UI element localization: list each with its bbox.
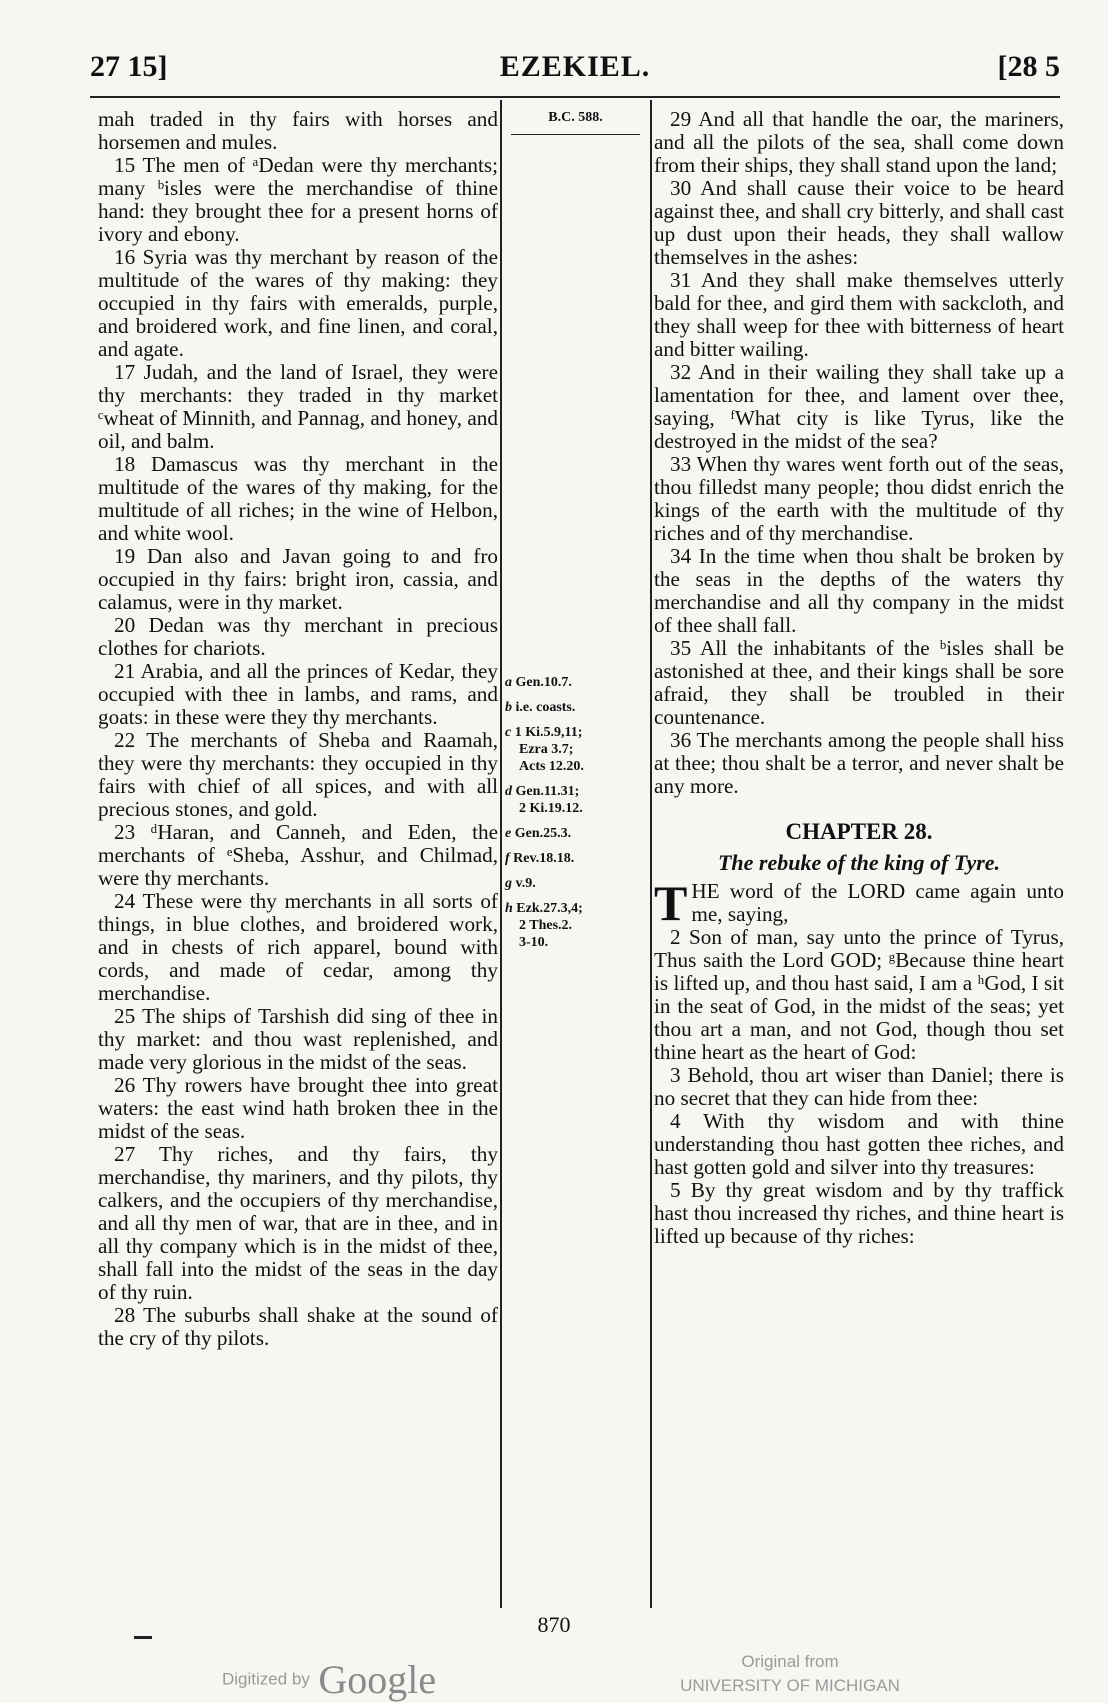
chapter-heading: CHAPTER 28. [785, 819, 933, 844]
verse: 34 In the time when thou shalt be broken by the seas in the depths of the waters thy merchandise and all thy company in the midst of thee shall fall. [654, 544, 1064, 637]
ref-mark: h [505, 901, 513, 916]
ref-mark: d [505, 784, 512, 799]
ref-line: i.e. coasts. [515, 700, 576, 715]
verse: 26 Thy rowers have brought thee into great waters: the east wind hath broken thee in the midst of the seas. [98, 1073, 498, 1143]
verse: 16 Syria was thy merchant by reason of the multitude of the wares of thy making: they occupied in thy fairs with emeralds, purple, and broidered work, and fine linen, and coral, and agate. [98, 245, 498, 361]
ref-line: Gen.11.31; [515, 784, 580, 799]
ref-line: 3-10. [519, 935, 549, 950]
drop-cap: T [654, 875, 688, 931]
verse: 29 And all that handle the oar, the mariners, and all the pilots of the sea, shall come down from their ships, they shall stand upon the land; [654, 107, 1064, 177]
ref-line: 2 Thes.2. [519, 918, 573, 933]
verse: 36 The merchants among the people shall hiss at thee; thou shalt be a terror, and never shalt be any more. [654, 728, 1064, 798]
left-text-column [98, 108, 498, 1618]
google-logo: Google [318, 1657, 437, 1702]
running-header [90, 50, 1060, 96]
header-rule [90, 96, 1060, 98]
cross-references [505, 674, 645, 959]
verse: 31 And they shall make themselves utterly bald for thee, and gird them with sackcloth, and they shall weep for thee with bitterness of heart and bitter wailing. [654, 268, 1064, 361]
verse: 17 Judah, and the land of Israel, they were thy merchants: they traded in thy market ᶜwheat of Minnith, and Pannag, and honey, and oil, and balm. [98, 360, 498, 453]
verse: mah traded in thy fairs with horses and horsemen and mules. [98, 107, 498, 154]
digitized-by-text: Digitized by [222, 1669, 310, 1689]
verse: 3 Behold, thou art wiser than Daniel; there is no secret that they can hide from thee: [654, 1063, 1064, 1110]
verse: 23 ᵈHaran, and Canneh, and Eden, the merchants of ᵉSheba, Asshur, and Chilmad, were thy merchants. [98, 820, 498, 890]
ref-mark: b [505, 700, 512, 715]
cross-reference [505, 825, 645, 842]
header-chapter-verse-left: 27 15] [90, 50, 168, 83]
column-divider-left [500, 100, 502, 1608]
cross-reference [505, 699, 645, 716]
verse: 18 Damascus was thy merchant in the multitude of the wares of thy making, for the multitude of all riches; in the wine of Helbon, and white wool. [98, 452, 498, 545]
page-number: 870 [537, 1612, 571, 1637]
ref-mark: g [505, 876, 512, 891]
verse: 32 And in their wailing they shall take up a lamentation for thee, and lament over thee, saying, ᶠWhat city is like Tyrus, like the destroyed in the midst of the sea? [654, 360, 1064, 453]
verse: 15 The men of ᵃDedan were thy merchants; many ᵇisles were the merchandise of thine hand: they brought thee for a present horns of ivory and ebony. [98, 153, 498, 246]
verse: 20 Dedan was thy merchant in precious clothes for chariots. [98, 613, 498, 660]
verse: 21 Arabia, and all the princes of Kedar, they occupied with thee in lambs, and rams, and goats: in these were they thy merchants. [98, 659, 498, 729]
verse: 24 These were thy merchants in all sorts of things, in blue clothes, and broidered work, and in chests of rich apparel, bound with cords, and made of cedar, among thy merchandise. [98, 889, 498, 1005]
right-text-column [654, 108, 1064, 1618]
ref-line: Ezk.27.3,4; [516, 901, 583, 916]
original-from-text: Original from [741, 1652, 839, 1671]
cross-reference [505, 875, 645, 892]
ref-mark: a [505, 675, 512, 690]
chapter-subtitle: The rebuke of the king of Tyre. [717, 850, 1001, 875]
ref-mark: f [505, 851, 510, 866]
verse: 19 Dan also and Javan going to and fro occupied in thy fairs: bright iron, cassia, and calamus, were in thy market. [98, 544, 498, 614]
cross-reference [505, 783, 645, 817]
cross-reference [505, 724, 645, 775]
verse: 30 And shall cause their voice to be heard against thee, and shall cry bitterly, and shall cast up dust upon their heads, they shall wallow themselves in the ashes: [654, 176, 1064, 269]
column-divider-right [650, 100, 652, 1608]
cross-reference [505, 850, 645, 867]
verse: 4 With thy wisdom and with thine understanding thou hast gotten thee riches, and hast gotten gold and silver into thy treasures: [654, 1109, 1064, 1179]
header-book-title: EZEKIEL. [499, 50, 651, 83]
ref-line: Gen.25.3. [514, 826, 572, 841]
verse: 28 The suburbs shall shake at the sound of the cry of thy pilots. [98, 1303, 498, 1350]
ref-line: 2 Ki.19.12. [519, 801, 583, 816]
cross-reference [505, 674, 645, 691]
verse: 22 The merchants of Sheba and Raamah, they were thy merchants: they occupied in thy fairs with chief of all spices, and with all precious stones, and gold. [98, 728, 498, 821]
ref-mark: c [505, 725, 512, 740]
ref-mark: e [505, 826, 512, 841]
ref-line: Rev.18.18. [513, 851, 575, 866]
verse: 25 The ships of Tarshish did sing of thee in thy market: and thou wast replenished, and made very glorious in the midst of the seas. [98, 1004, 498, 1074]
digitized-by-watermark [222, 1656, 436, 1703]
verse: 27 Thy riches, and thy fairs, thy merchandise, thy mariners, and thy pilots, thy calkers, and the occupiers of thy merchandise, and all thy men of war, that are in thee, and in all thy company which is in the midst of thee, shall fall into the midst of the seas in the day of thy ruin. [98, 1142, 498, 1304]
ref-line: Ezra 3.7; [519, 742, 574, 757]
verse: 33 When thy wares went forth out of the seas, thou filledst many people; thou didst enrich the kings of the earth with the multitude of thy riches and of thy merchandise. [654, 452, 1064, 545]
first-verse-text: HE word of the LORD came again unto me, saying, [691, 879, 1064, 926]
bc-date: B.C. 588. [511, 104, 640, 135]
header-chapter-verse-right: [28 5 [997, 50, 1060, 83]
original-from-watermark [640, 1650, 940, 1698]
cross-reference [505, 900, 645, 951]
ref-line: Acts 12.20. [519, 759, 584, 774]
verse: 2 Son of man, say unto the prince of Tyrus, Thus saith the Lord GOD; ᵍBecause thine heart is lifted up, and thou hast said, I am a ʰGod, I sit in the seat of God, in the midst of the seas; yet thou art a man, and not God, though thou set thine heart as the heart of God: [654, 925, 1064, 1064]
chapter-first-verse [654, 875, 1064, 931]
ref-line: 1 Ki.5.9,11; [514, 725, 583, 740]
university-text: UNIVERSITY OF MICHIGAN [680, 1676, 900, 1695]
verse: 5 By thy great wisdom and by thy traffick hast thou increased thy riches, and thine heart is lifted up because of thy riches: [654, 1178, 1064, 1248]
ref-line: v.9. [515, 876, 536, 891]
center-reference-column [503, 104, 648, 950]
verse: 35 All the inhabitants of the ᵇisles shall be astonished at thee, and their kings shall be sore afraid, they shall be troubled in their countenance. [654, 636, 1064, 729]
ref-line: Gen.10.7. [515, 675, 572, 690]
